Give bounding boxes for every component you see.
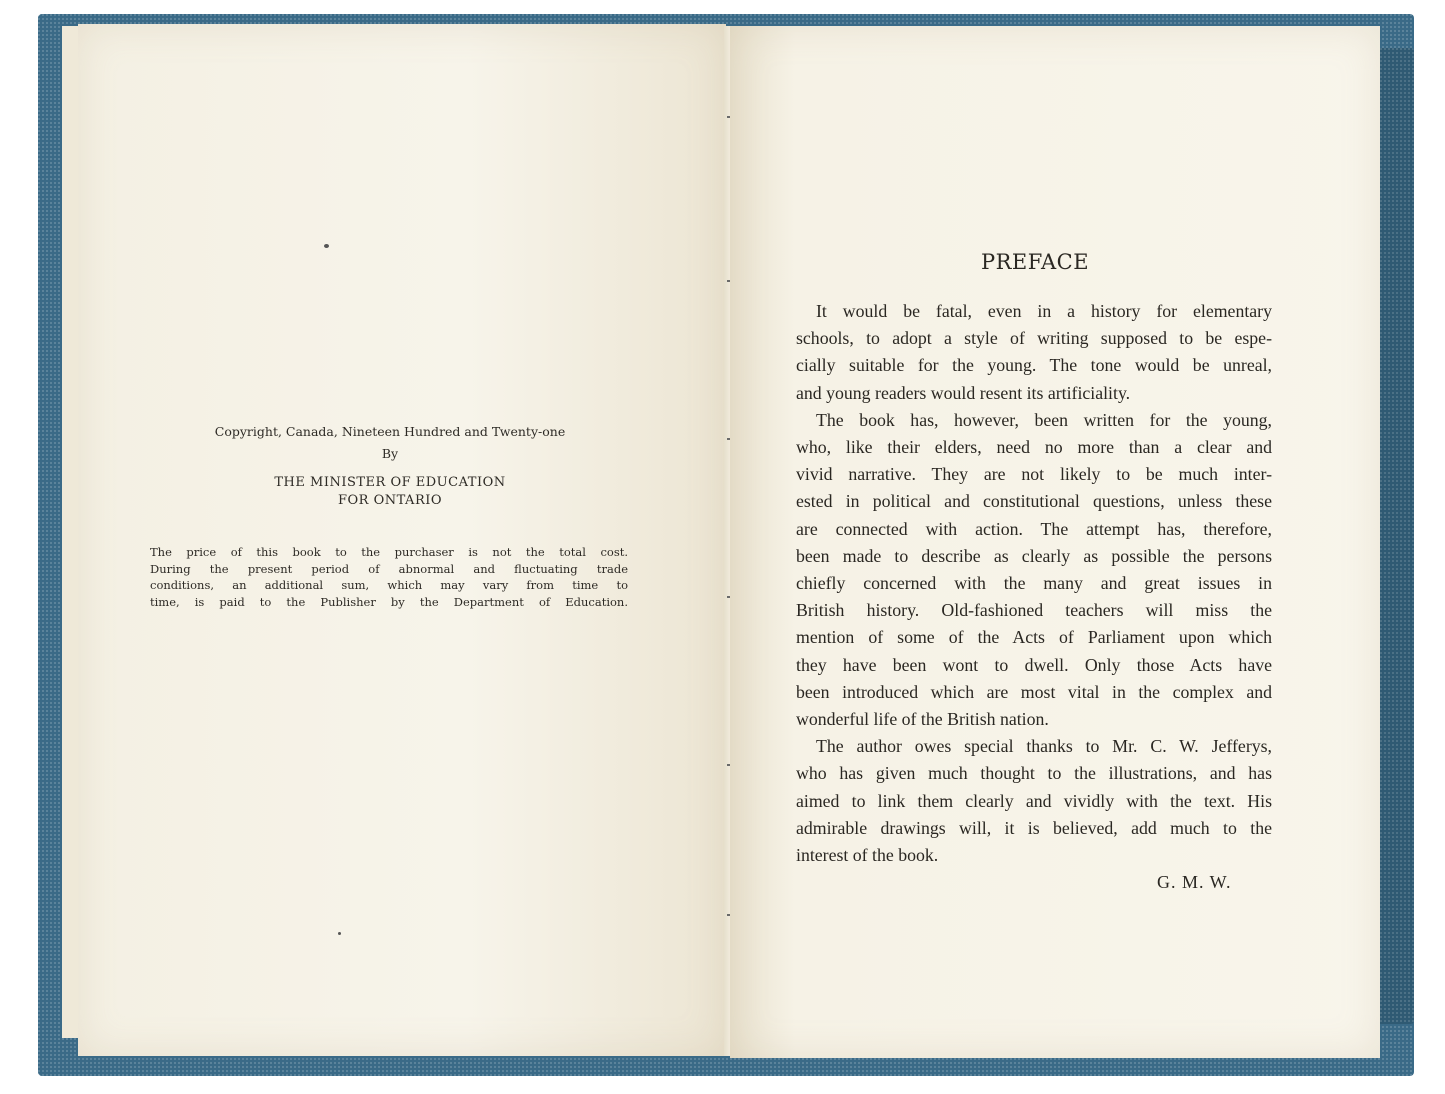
copyright-line: Copyright, Canada, Nineteen Hundred and Twenty-one bbox=[214, 424, 566, 439]
text-line: been made to describe as clearly as possible the persons bbox=[796, 545, 1272, 566]
page-title: PREFACE bbox=[980, 250, 1090, 274]
text-line: they have been wont to dwell. Only those Acts have bbox=[796, 654, 1272, 675]
text-line: chiefly concerned with the many and great issues in bbox=[796, 573, 1272, 594]
text-line: British history. Old-fashioned teachers will miss the bbox=[796, 600, 1272, 621]
text-line: cially suitable for the young. The tone would be unreal, bbox=[796, 355, 1272, 376]
preface-body bbox=[796, 298, 1272, 869]
text-line: ested in political and constitutional questions, unless these bbox=[796, 491, 1272, 512]
text-line: It would be fatal, even in a history for elementary bbox=[816, 301, 1272, 321]
left-page bbox=[78, 24, 726, 1056]
paper-speck bbox=[324, 244, 329, 248]
text-line: wonderful life of the British nation. bbox=[796, 709, 1049, 730]
text-line: The author owes special thanks to Mr. C. W. Jefferys, bbox=[816, 736, 1272, 757]
price-note-line: time, is paid to the Publisher by the Department of Education. bbox=[150, 594, 628, 609]
copyright-holder-line2: FOR ONTARIO bbox=[337, 493, 443, 508]
price-note-line: conditions, an additional sum, which may vary from time to bbox=[150, 578, 628, 592]
text-line: schools, to adopt a style of writing supposed to be espe- bbox=[796, 328, 1272, 349]
text-line: interest of the book. bbox=[796, 845, 939, 866]
text-line: aimed to link them clearly and vividly with the text. His bbox=[796, 790, 1272, 811]
copyright-by: By bbox=[381, 446, 399, 461]
text-line: mention of some of the Acts of Parliament upon which bbox=[796, 627, 1272, 648]
text-line: admirable drawings will, it is believed, add much to the bbox=[796, 817, 1272, 838]
paper-speck bbox=[338, 932, 341, 935]
text-line: vivid narrative. They are not likely to be much inter- bbox=[796, 464, 1272, 485]
author-initials: G. M. W. bbox=[1157, 872, 1232, 892]
text-line: been introduced which are most vital in the complex and bbox=[796, 681, 1272, 702]
text-line: are connected with action. The attempt has, therefore, bbox=[796, 518, 1272, 539]
text-line: and young readers would resent its artificiality. bbox=[796, 382, 1131, 403]
price-note-line: During the present period of abnormal and fluctuating trade bbox=[150, 561, 628, 576]
copyright-holder: THE MINISTER OF EDUCATION bbox=[274, 475, 506, 490]
text-line: who has given much thought to the illustrations, and has bbox=[796, 763, 1272, 784]
text-line: who, like their elders, need no more than a clear and bbox=[796, 437, 1272, 458]
copyright-notice bbox=[150, 424, 630, 508]
price-note-line: The price of this book to the purchaser is not the total cost. bbox=[150, 545, 628, 559]
price-note bbox=[150, 544, 628, 610]
text-line: The book has, however, been written for the young, bbox=[816, 409, 1272, 430]
